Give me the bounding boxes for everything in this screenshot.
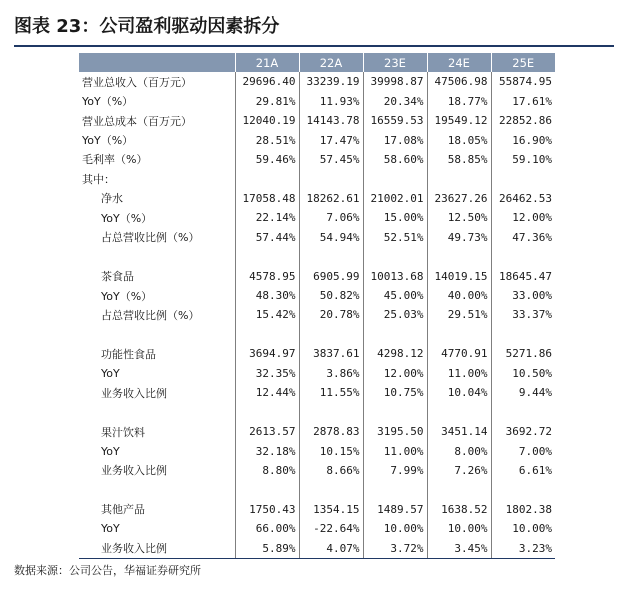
value-cell: 12.00% (363, 364, 427, 383)
value-cell: 3451.14 (427, 422, 491, 441)
value-cell: 1802.38 (505, 502, 552, 516)
value-cell (299, 169, 363, 188)
value-cell (491, 402, 555, 421)
value-cell: 7.26% (427, 461, 491, 480)
table-row (79, 111, 555, 130)
value-cell: 10.15% (299, 441, 363, 460)
table-row (79, 130, 555, 149)
value-cell: 3837.61 (299, 344, 363, 363)
value-cell (299, 247, 363, 266)
row-label: YoY (79, 519, 235, 538)
source-note: 数据来源：公司公告，华福证券研究所 (14, 564, 201, 577)
value-cell: 18.05% (427, 130, 491, 149)
table-row (79, 228, 555, 247)
value-cell: 58.60% (363, 150, 427, 169)
row-label: 其他产品 (79, 500, 235, 519)
value-cell: 57.45% (299, 150, 363, 169)
value-cell: 10.00% (427, 519, 491, 538)
value-cell: 52.51% (363, 228, 427, 247)
header-cell: 23E (363, 53, 427, 72)
row-label: 业务收入比例 (79, 383, 235, 402)
value-cell: 10.00% (363, 519, 427, 538)
value-cell: 8.00% (427, 441, 491, 460)
value-cell: 15.42% (235, 305, 299, 324)
value-cell: 47506.98 (427, 72, 491, 91)
value-cell: 20.34% (363, 91, 427, 110)
value-cell: 3694.97 (235, 344, 299, 363)
table-row (79, 325, 555, 344)
value-cell: 8.66% (299, 461, 363, 480)
table-row (79, 72, 555, 91)
value-cell: 55874.95 (499, 75, 552, 89)
table-row (79, 150, 555, 169)
table-row (79, 169, 555, 188)
table-row (79, 480, 555, 499)
value-cell: 47.36% (512, 230, 552, 244)
value-cell: 6.61% (518, 463, 552, 477)
value-cell: 3.72% (363, 539, 427, 559)
value-cell: 17058.48 (235, 189, 299, 208)
header-cell: 21A (235, 53, 299, 72)
row-label (79, 325, 235, 344)
row-label: 占总营收比例（%） (79, 305, 235, 324)
page-title: 图表 23：公司盈利驱动因素拆分 (14, 16, 280, 37)
row-label: YoY (79, 364, 235, 383)
row-label: 业务收入比例 (79, 461, 235, 480)
value-cell: 54.94% (299, 228, 363, 247)
header-cell: 25E (491, 53, 555, 72)
value-cell (235, 325, 299, 344)
value-cell: 4770.91 (427, 344, 491, 363)
value-cell: 32.18% (235, 441, 299, 460)
table-row (79, 247, 555, 266)
value-cell (427, 325, 491, 344)
row-label (79, 247, 235, 266)
value-cell: 16559.53 (363, 111, 427, 130)
value-cell: 18.77% (427, 91, 491, 110)
value-cell: 26462.53 (499, 191, 552, 205)
row-label: 营业总收入（百万元） (79, 72, 235, 91)
value-cell (363, 247, 427, 266)
value-cell: 29.51% (427, 305, 491, 324)
value-cell: 10.00% (512, 522, 552, 536)
value-cell: 7.06% (299, 208, 363, 227)
value-cell: 10013.68 (363, 266, 427, 285)
value-cell: 39998.87 (363, 72, 427, 91)
financial-table (79, 53, 555, 559)
value-cell (363, 402, 427, 421)
value-cell: 4578.95 (235, 266, 299, 285)
value-cell: 33.00% (512, 289, 552, 303)
table-row (79, 266, 555, 285)
title-divider (14, 45, 614, 47)
value-cell: 12.50% (427, 208, 491, 227)
value-cell (235, 247, 299, 266)
table-row (79, 402, 555, 421)
row-label: 毛利率（%） (79, 150, 235, 169)
row-label: YoY（%） (79, 91, 235, 110)
value-cell: 4298.12 (363, 344, 427, 363)
value-cell: 22852.86 (499, 114, 552, 128)
value-cell (491, 247, 555, 266)
row-label: YoY (79, 441, 235, 460)
row-label: 营业总成本（百万元） (79, 111, 235, 130)
value-cell: 33.37% (512, 308, 552, 322)
value-cell (427, 480, 491, 499)
value-cell: -22.64% (299, 519, 363, 538)
table-row (79, 208, 555, 227)
value-cell: 50.82% (299, 286, 363, 305)
table-row (79, 383, 555, 402)
value-cell: 5271.86 (505, 347, 552, 361)
value-cell: 19549.12 (427, 111, 491, 130)
value-cell: 32.35% (235, 364, 299, 383)
value-cell (235, 402, 299, 421)
table-row (79, 344, 555, 363)
table-body (79, 72, 555, 558)
value-cell: 12040.19 (235, 111, 299, 130)
value-cell (491, 480, 555, 499)
value-cell: 45.00% (363, 286, 427, 305)
value-cell (363, 325, 427, 344)
value-cell: 14143.78 (299, 111, 363, 130)
table-row (79, 364, 555, 383)
table-row (79, 189, 555, 208)
row-label: 业务收入比例 (79, 539, 235, 559)
value-cell (363, 169, 427, 188)
value-cell: 20.78% (299, 305, 363, 324)
value-cell: 11.00% (363, 441, 427, 460)
value-cell: 6905.99 (299, 266, 363, 285)
value-cell: 11.00% (427, 364, 491, 383)
table-row (79, 91, 555, 110)
value-cell: 18262.61 (299, 189, 363, 208)
value-cell: 10.50% (512, 366, 552, 380)
table-row (79, 441, 555, 460)
value-cell (427, 402, 491, 421)
table-row (79, 519, 555, 538)
value-cell: 1354.15 (299, 500, 363, 519)
value-cell: 49.73% (427, 228, 491, 247)
table-row (79, 539, 555, 559)
row-label (79, 402, 235, 421)
value-cell: 23627.26 (427, 189, 491, 208)
value-cell: 17.08% (363, 130, 427, 149)
value-cell: 14019.15 (427, 266, 491, 285)
table-row (79, 286, 555, 305)
value-cell: 3.23% (491, 539, 555, 559)
value-cell: 9.44% (518, 386, 552, 400)
header-cell: 24E (427, 53, 491, 72)
value-cell: 40.00% (427, 286, 491, 305)
row-label: 果汁饮料 (79, 422, 235, 441)
value-cell: 59.10% (512, 152, 552, 166)
value-cell: 3692.72 (505, 425, 552, 439)
value-cell: 48.30% (235, 286, 299, 305)
row-label: YoY（%） (79, 286, 235, 305)
row-label: YoY（%） (79, 208, 235, 227)
value-cell: 2878.83 (299, 422, 363, 441)
row-label: 占总营收比例（%） (79, 228, 235, 247)
value-cell: 3.86% (299, 364, 363, 383)
header-cell: 22A (299, 53, 363, 72)
value-cell (363, 480, 427, 499)
table-row (79, 500, 555, 519)
table-header-row (79, 53, 555, 72)
value-cell: 58.85% (427, 150, 491, 169)
table-row (79, 461, 555, 480)
value-cell: 18645.47 (499, 269, 552, 283)
value-cell: 7.00% (518, 444, 552, 458)
value-cell: 11.93% (299, 91, 363, 110)
value-cell: 1750.43 (235, 500, 299, 519)
value-cell (427, 247, 491, 266)
value-cell: 12.44% (235, 383, 299, 402)
row-label: 茶食品 (79, 266, 235, 285)
value-cell: 28.51% (235, 130, 299, 149)
header-cell (79, 53, 235, 72)
value-cell (299, 325, 363, 344)
row-label: 其中： (79, 169, 235, 188)
value-cell: 15.00% (363, 208, 427, 227)
value-cell: 57.44% (235, 228, 299, 247)
value-cell (299, 402, 363, 421)
value-cell (235, 169, 299, 188)
table-row (79, 305, 555, 324)
value-cell: 8.80% (235, 461, 299, 480)
value-cell (491, 169, 555, 188)
value-cell: 3195.50 (363, 422, 427, 441)
value-cell: 1638.52 (427, 500, 491, 519)
value-cell: 7.99% (363, 461, 427, 480)
row-label: YoY（%） (79, 130, 235, 149)
value-cell: 4.07% (299, 539, 363, 559)
value-cell: 29.81% (235, 91, 299, 110)
row-label (79, 480, 235, 499)
value-cell: 66.00% (235, 519, 299, 538)
value-cell (491, 325, 555, 344)
value-cell: 22.14% (235, 208, 299, 227)
value-cell: 11.55% (299, 383, 363, 402)
value-cell (427, 169, 491, 188)
value-cell: 12.00% (512, 211, 552, 225)
value-cell: 1489.57 (363, 500, 427, 519)
value-cell: 10.75% (363, 383, 427, 402)
value-cell (235, 480, 299, 499)
value-cell: 2613.57 (235, 422, 299, 441)
row-label: 功能性食品 (79, 344, 235, 363)
value-cell (299, 480, 363, 499)
value-cell: 5.89% (235, 539, 299, 559)
value-cell: 16.90% (512, 133, 552, 147)
value-cell: 17.47% (299, 130, 363, 149)
value-cell: 59.46% (235, 150, 299, 169)
table-row (79, 422, 555, 441)
value-cell: 33239.19 (299, 72, 363, 91)
row-label: 净水 (79, 189, 235, 208)
value-cell: 21002.01 (363, 189, 427, 208)
value-cell: 3.45% (427, 539, 491, 559)
value-cell: 29696.40 (235, 72, 299, 91)
value-cell: 10.04% (427, 383, 491, 402)
value-cell: 17.61% (512, 94, 552, 108)
value-cell: 25.03% (363, 305, 427, 324)
